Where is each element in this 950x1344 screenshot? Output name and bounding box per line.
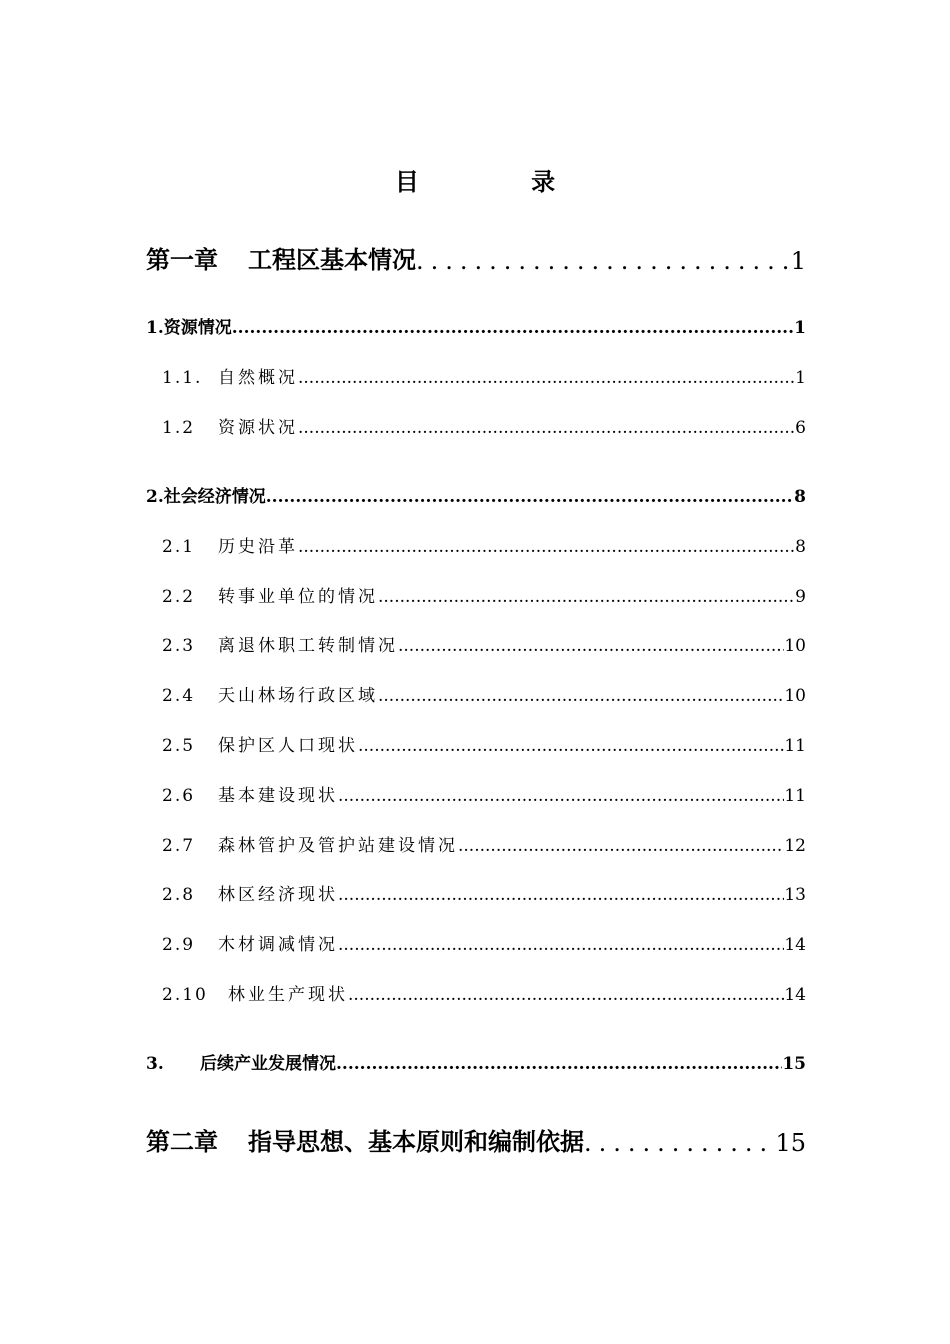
- dot-leader: [338, 789, 784, 806]
- entry-number: 2.7: [162, 836, 196, 856]
- entry-label: 森林管护及管护站建设情况: [218, 836, 458, 856]
- entry-label: 转事业单位的情况: [218, 587, 378, 607]
- entry-number: 2.2: [162, 587, 196, 607]
- dot-leader: [348, 988, 784, 1005]
- entry-page: 1: [790, 247, 806, 275]
- toc-entry-section-2[interactable]: [146, 483, 806, 507]
- toc-entry-2-1[interactable]: [162, 533, 806, 557]
- entry-page: 9: [795, 587, 806, 607]
- dot-leader: [232, 321, 794, 338]
- toc-entry-2-5[interactable]: [162, 732, 806, 756]
- entry-number: 2.6: [162, 786, 196, 806]
- toc-entry-2-7[interactable]: [162, 832, 806, 856]
- entry-label: 工程区基本情况: [248, 245, 416, 274]
- entry-label: 林业生产现状: [228, 985, 348, 1005]
- toc-entry-2-2[interactable]: [162, 583, 806, 607]
- entry-label: 基本建设现状: [218, 786, 338, 806]
- toc-entry-2-9[interactable]: [162, 931, 806, 955]
- entry-page: 12: [784, 836, 806, 856]
- toc-entry-1-1[interactable]: [162, 364, 806, 388]
- entry-number: 1.2: [162, 418, 196, 438]
- entry-number: 2.1: [162, 537, 196, 557]
- entry-page: 10: [784, 636, 806, 656]
- entry-page: 8: [795, 537, 806, 557]
- dot-leader: [266, 490, 794, 507]
- entry-number: 1.1.: [162, 368, 203, 388]
- entry-label: 社会经济情况: [163, 487, 266, 507]
- entry-number: 2.10: [162, 985, 208, 1005]
- entry-label: 自然概况: [218, 368, 298, 388]
- entry-label: 资源状况: [218, 418, 298, 438]
- toc-entry-2-8[interactable]: [162, 881, 806, 905]
- entry-label: 木材调减情况: [218, 935, 338, 955]
- entry-page: 13: [784, 885, 806, 905]
- entry-number: 2.: [146, 487, 164, 507]
- toc-entry-2-10[interactable]: [162, 981, 806, 1005]
- dot-leader: [378, 590, 795, 607]
- entry-label: 后续产业发展情况: [200, 1054, 336, 1074]
- entry-label: 指导思想、基本原则和编制依据: [248, 1127, 584, 1156]
- entry-label: 离退休职工转制情况: [218, 636, 398, 656]
- entry-page: 14: [784, 985, 806, 1005]
- entry-page: 1: [794, 318, 806, 338]
- entry-number: 3.: [146, 1054, 164, 1074]
- dot-leader: [358, 739, 784, 756]
- toc-entry-2-3[interactable]: [162, 632, 806, 656]
- dot-leader: [584, 1133, 775, 1157]
- dot-leader: [338, 938, 784, 955]
- entry-page: 8: [794, 487, 806, 507]
- dot-leader: [378, 689, 784, 706]
- entry-number: 1.: [146, 318, 164, 338]
- dot-leader: [338, 888, 784, 905]
- entry-label: 历史沿革: [218, 537, 298, 557]
- dot-leader: [298, 421, 795, 438]
- dot-leader: [458, 839, 784, 856]
- entry-number: 2.4: [162, 686, 196, 706]
- entry-page: 15: [775, 1129, 806, 1157]
- toc-title: 目 录: [394, 167, 608, 196]
- entry-label: 天山林场行政区域: [218, 686, 378, 706]
- entry-number: 2.8: [162, 885, 196, 905]
- toc-entry-2-4[interactable]: [162, 682, 806, 706]
- dot-leader: [416, 251, 791, 275]
- toc-entry-chapter-1[interactable]: [146, 241, 806, 275]
- toc-entry-1-2[interactable]: [162, 414, 806, 438]
- entry-number: 第一章: [146, 245, 218, 274]
- dot-leader: [336, 1057, 782, 1074]
- entry-page: 11: [784, 786, 806, 806]
- toc-entry-section-3[interactable]: [146, 1050, 806, 1074]
- dot-leader: [398, 639, 784, 656]
- entry-page: 10: [784, 686, 806, 706]
- dot-leader: [298, 371, 795, 388]
- entry-label: 林区经济现状: [218, 885, 338, 905]
- toc-entry-section-1[interactable]: [146, 314, 806, 338]
- entry-number: 2.5: [162, 736, 196, 756]
- toc-entry-2-6[interactable]: [162, 782, 806, 806]
- entry-page: 15: [782, 1054, 806, 1074]
- entry-page: 6: [795, 418, 806, 438]
- entry-label: 资源情况: [163, 318, 232, 338]
- entry-page: 1: [795, 368, 806, 388]
- entry-page: 11: [784, 736, 806, 756]
- toc-entry-chapter-2[interactable]: [146, 1123, 806, 1157]
- entry-page: 14: [784, 935, 806, 955]
- entry-number: 2.9: [162, 935, 196, 955]
- dot-leader: [298, 540, 795, 557]
- entry-number: 2.3: [162, 636, 196, 656]
- entry-label: 保护区人口现状: [218, 736, 358, 756]
- entry-number: 第二章: [146, 1127, 218, 1156]
